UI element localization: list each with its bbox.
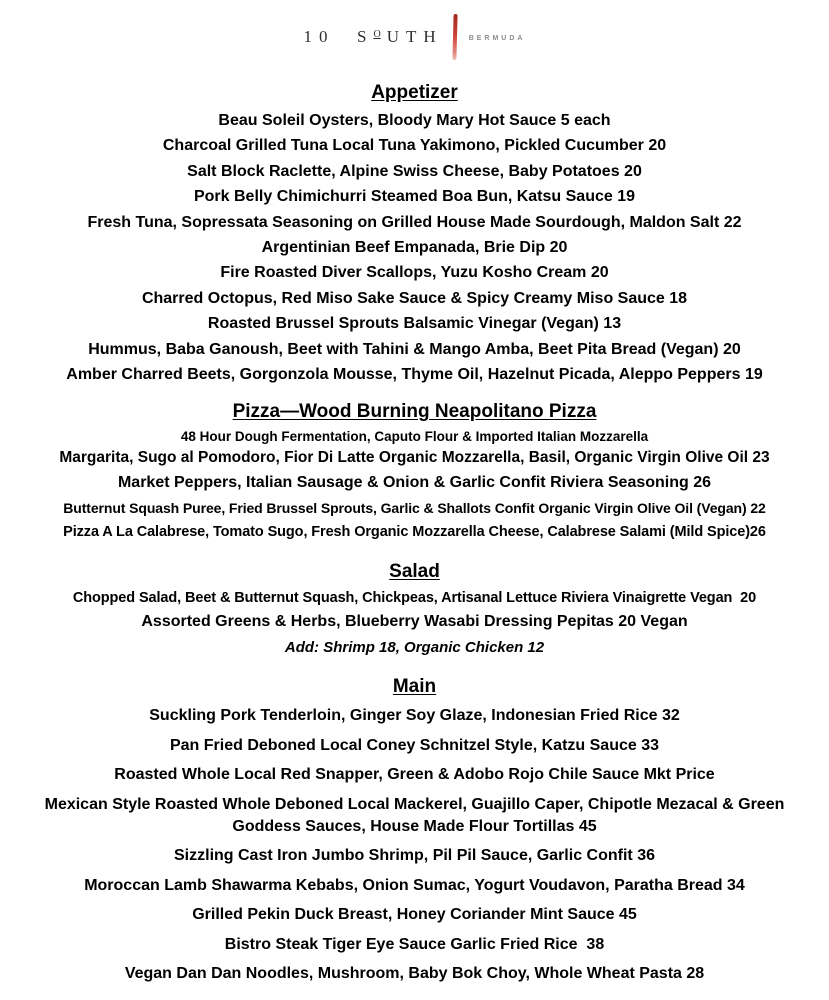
restaurant-logo (0, 0, 829, 62)
menu-item: Roasted Whole Local Red Snapper, Green & Adobo Rojo Chile Sauce Mkt Price (114, 766, 715, 784)
menu-item: Suckling Pork Tenderloin, Ginger Soy Glaze, Indonesian Fried Rice 32 (149, 707, 680, 725)
brand-word-start: S (357, 27, 374, 46)
menu (0, 82, 829, 985)
menu-item: Hummus, Baba Ganoush, Beet with Tahini & Mango Amba, Beet Pita Bread (Vegan) 20 (88, 340, 741, 358)
salad-addons-note: Add: Shrimp 18, Organic Chicken 12 (284, 638, 545, 656)
section-title-salad: Salad (389, 560, 440, 582)
menu-item: Charred Octopus, Red Miso Sake Sauce & Spicy Creamy Miso Sauce 18 (141, 289, 688, 307)
menu-item: Assorted Greens & Herbs, Blueberry Wasabi Dressing Pepitas 20 Vegan (141, 613, 688, 631)
menu-item: Charcoal Grilled Tuna Local Tuna Yakimono, Pickled Cucumber 20 (162, 137, 667, 155)
menu-item: Pork Belly Chimichurri Steamed Boa Bun, Katsu Sauce 19 (193, 188, 636, 206)
menu-item: Grilled Pekin Duck Breast, Honey Coriander Mint Sauce 45 (192, 906, 637, 924)
section-subtitle-pizza: 48 Hour Dough Fermentation, Caputo Flour & Imported Italian Mozzarella (180, 429, 649, 445)
menu-item: Fire Roasted Diver Scallops, Yuzu Kosho Cream 20 (220, 264, 609, 282)
menu-item: Butternut Squash Puree, Fried Brussel Sprouts, Garlic & Shallots Confit Organic Virgin Olive Oil (Vegan) 22 (63, 499, 766, 516)
menu-item: Pizza A La Calabrese, Tomato Sugo, Fresh Organic Mozzarella Cheese, Calabrese Salami (Mild Spice)26 (63, 524, 766, 541)
brand-word-end: UTH (386, 27, 443, 46)
menu-item: Sizzling Cast Iron Jumbo Shrimp, Pil Pil Sauce, Garlic Confit 36 (174, 847, 655, 865)
menu-item: Bistro Steak Tiger Eye Sauce Garlic Fried Rice 38 (224, 935, 605, 953)
menu-section-salad (0, 561, 829, 660)
brand-name (304, 27, 443, 47)
brand-region: BERMUDA (468, 34, 526, 42)
menu-section-main (0, 676, 829, 986)
red-brushstroke-divider (452, 14, 457, 60)
menu-item: Argentinian Beef Empanada, Brie Dip 20 (261, 239, 568, 257)
menu-section-appetizer (0, 82, 829, 387)
menu-item: Moroccan Lamb Shawarma Kebabs, Onion Sumac, Yogurt Voudavon, Paratha Bread 34 (84, 876, 745, 894)
menu-item: Beau Soleil Oysters, Bloody Mary Hot Sauce 5 each (218, 112, 611, 129)
section-title-pizza: Pizza—Wood Burning Neapolitano Pizza (232, 401, 597, 423)
menu-item: Fresh Tuna, Sopressata Seasoning on Grilled House Made Sourdough, Maldon Salt 22 (87, 213, 742, 231)
brand-number: 10 (303, 27, 335, 46)
menu-item: Salt Block Raclette, Alpine Swiss Cheese, Baby Potatoes 20 (187, 162, 642, 180)
menu-item: Mexican Style Roasted Whole Deboned Local Mackerel, Guajillo Caper, Chipotle Mezacal & Green Goddess Sauces, House Made Flour Tortillas 45 (44, 795, 785, 835)
section-title-appetizer: Appetizer (371, 82, 458, 103)
brand-ordinal-o: O (373, 29, 381, 40)
menu-item: Market Peppers, Italian Sausage & Onion & Garlic Confit Riviera Seasoning 26 (117, 474, 712, 492)
menu-item: Chopped Salad, Beet & Butternut Squash, Chickpeas, Artisanal Lettuce Riviera Vinaigrette Vegan 20 (72, 589, 757, 606)
menu-item: Amber Charred Beets, Gorgonzola Mousse, Thyme Oil, Hazelnut Picada, Aleppo Peppers 19 (66, 366, 763, 384)
menu-item: Roasted Brussel Sprouts Balsamic Vinegar (Vegan) 13 (207, 315, 622, 333)
menu-item: Pan Fried Deboned Local Coney Schnitzel Style, Katzu Sauce 33 (169, 736, 659, 754)
menu-item: Margarita, Sugo al Pomodoro, Fior Di Latte Organic Mozzarella, Basil, Organic Virgin Olive Oil 23 (59, 449, 770, 467)
section-title-main: Main (392, 675, 437, 697)
menu-item: Vegan Dan Dan Noodles, Mushroom, Baby Bok Choy, Whole Wheat Pasta 28 (124, 965, 705, 983)
menu-section-pizza (0, 401, 829, 544)
